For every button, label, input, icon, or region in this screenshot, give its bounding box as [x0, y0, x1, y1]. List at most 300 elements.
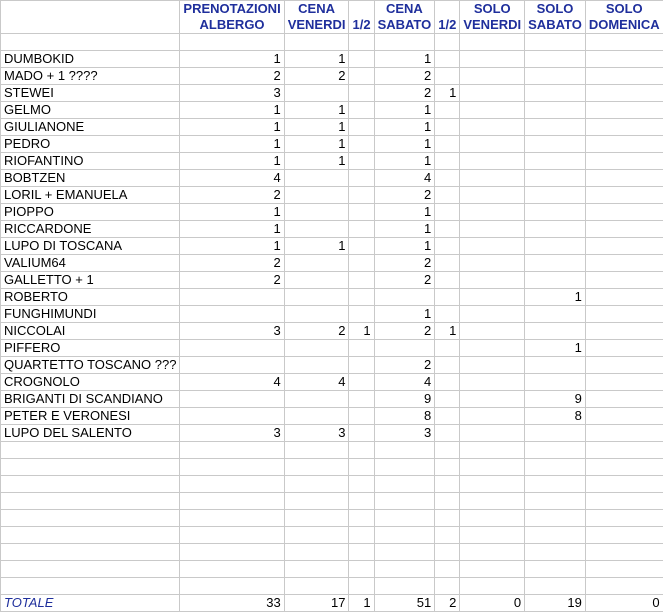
cena-sabato-cell[interactable] — [374, 34, 435, 51]
cena-venerdi-cell[interactable] — [284, 561, 349, 578]
solo-sabato-cell[interactable] — [525, 153, 586, 170]
half-venerdi-cell[interactable] — [349, 425, 374, 442]
cena-venerdi-cell[interactable]: 4 — [284, 374, 349, 391]
half-venerdi-cell[interactable] — [349, 527, 374, 544]
solo-sabato-cell[interactable] — [525, 119, 586, 136]
name-cell[interactable]: BRIGANTI DI SCANDIANO — [1, 391, 180, 408]
half-sabato-cell[interactable] — [435, 136, 460, 153]
name-cell[interactable]: QUARTETTO TOSCANO ??? — [1, 357, 180, 374]
half-sabato-cell[interactable] — [435, 272, 460, 289]
solo-sabato-cell[interactable]: 9 — [525, 391, 586, 408]
solo-venerdi-cell[interactable] — [460, 408, 525, 425]
cena-sabato-cell[interactable] — [374, 544, 435, 561]
solo-sabato-cell[interactable] — [525, 68, 586, 85]
solo-sabato-cell[interactable]: 1 — [525, 340, 586, 357]
cena-sabato-cell[interactable] — [374, 561, 435, 578]
name-cell[interactable] — [1, 476, 180, 493]
half-venerdi-cell[interactable] — [349, 391, 374, 408]
header-cell[interactable]: CENA — [374, 1, 435, 18]
albergo-cell[interactable] — [180, 459, 284, 476]
cena-sabato-cell[interactable]: 2 — [374, 255, 435, 272]
albergo-cell[interactable]: 2 — [180, 187, 284, 204]
cena-sabato-cell[interactable] — [374, 527, 435, 544]
header-cell[interactable] — [1, 17, 180, 34]
cena-sabato-cell[interactable]: 2 — [374, 187, 435, 204]
cena-venerdi-cell[interactable] — [284, 221, 349, 238]
albergo-cell[interactable]: 3 — [180, 85, 284, 102]
cena-venerdi-cell[interactable]: 1 — [284, 153, 349, 170]
solo-domenica-cell[interactable] — [585, 510, 663, 527]
half-sabato-cell[interactable] — [435, 510, 460, 527]
cena-venerdi-cell[interactable] — [284, 476, 349, 493]
cena-sabato-cell[interactable]: 1 — [374, 102, 435, 119]
half-venerdi-cell[interactable] — [349, 170, 374, 187]
cena-sabato-cell[interactable]: 1 — [374, 221, 435, 238]
solo-sabato-cell[interactable] — [525, 459, 586, 476]
cena-sabato-cell[interactable] — [374, 459, 435, 476]
name-cell[interactable]: CROGNOLO — [1, 374, 180, 391]
solo-sabato-cell[interactable] — [525, 510, 586, 527]
cena-venerdi-cell[interactable] — [284, 493, 349, 510]
half-sabato-cell[interactable] — [435, 221, 460, 238]
solo-domenica-cell[interactable] — [585, 187, 663, 204]
albergo-cell[interactable] — [180, 578, 284, 595]
cena-venerdi-cell[interactable] — [284, 459, 349, 476]
cena-venerdi-cell[interactable] — [284, 578, 349, 595]
half-sabato-cell[interactable] — [435, 459, 460, 476]
solo-domenica-cell[interactable] — [585, 68, 663, 85]
solo-venerdi-cell[interactable] — [460, 323, 525, 340]
cena-venerdi-cell[interactable] — [284, 408, 349, 425]
name-cell[interactable]: LUPO DEL SALENTO — [1, 425, 180, 442]
half-venerdi-cell[interactable] — [349, 51, 374, 68]
cena-sabato-cell[interactable]: 2 — [374, 85, 435, 102]
cena-venerdi-cell[interactable] — [284, 187, 349, 204]
albergo-cell[interactable] — [180, 289, 284, 306]
cena-sabato-cell[interactable]: 1 — [374, 153, 435, 170]
solo-sabato-cell[interactable]: 19 — [525, 595, 586, 612]
name-cell[interactable]: MADO + 1 ???? — [1, 68, 180, 85]
header-cell[interactable]: SOLO — [585, 1, 663, 18]
solo-sabato-cell[interactable] — [525, 544, 586, 561]
solo-venerdi-cell[interactable] — [460, 119, 525, 136]
header-cell[interactable]: VENERDI — [460, 17, 525, 34]
name-cell[interactable] — [1, 442, 180, 459]
solo-venerdi-cell[interactable] — [460, 374, 525, 391]
header-cell[interactable]: ALBERGO — [180, 17, 284, 34]
name-cell[interactable] — [1, 510, 180, 527]
half-sabato-cell[interactable] — [435, 374, 460, 391]
solo-venerdi-cell[interactable] — [460, 493, 525, 510]
cena-venerdi-cell[interactable]: 2 — [284, 68, 349, 85]
cena-venerdi-cell[interactable] — [284, 442, 349, 459]
solo-domenica-cell[interactable] — [585, 561, 663, 578]
solo-venerdi-cell[interactable] — [460, 221, 525, 238]
name-cell[interactable]: GIULIANONE — [1, 119, 180, 136]
cena-venerdi-cell[interactable]: 1 — [284, 51, 349, 68]
solo-domenica-cell[interactable] — [585, 204, 663, 221]
cena-venerdi-cell[interactable]: 1 — [284, 119, 349, 136]
header-cell[interactable]: SABATO — [525, 17, 586, 34]
half-venerdi-cell[interactable] — [349, 255, 374, 272]
name-cell[interactable]: PEDRO — [1, 136, 180, 153]
solo-venerdi-cell[interactable] — [460, 425, 525, 442]
albergo-cell[interactable] — [180, 408, 284, 425]
half-sabato-cell[interactable] — [435, 153, 460, 170]
solo-sabato-cell[interactable] — [525, 578, 586, 595]
cena-venerdi-cell[interactable] — [284, 306, 349, 323]
half-sabato-cell[interactable] — [435, 102, 460, 119]
name-cell[interactable]: GALLETTO + 1 — [1, 272, 180, 289]
name-cell[interactable] — [1, 493, 180, 510]
solo-sabato-cell[interactable] — [525, 204, 586, 221]
half-venerdi-cell[interactable] — [349, 272, 374, 289]
half-sabato-cell[interactable] — [435, 544, 460, 561]
albergo-cell[interactable]: 4 — [180, 170, 284, 187]
cena-venerdi-cell[interactable]: 1 — [284, 102, 349, 119]
half-venerdi-cell[interactable] — [349, 119, 374, 136]
half-venerdi-cell[interactable] — [349, 442, 374, 459]
solo-venerdi-cell[interactable] — [460, 544, 525, 561]
cena-sabato-cell[interactable]: 3 — [374, 425, 435, 442]
solo-venerdi-cell[interactable] — [460, 357, 525, 374]
cena-sabato-cell[interactable]: 1 — [374, 238, 435, 255]
solo-domenica-cell[interactable] — [585, 136, 663, 153]
solo-sabato-cell[interactable] — [525, 357, 586, 374]
cena-sabato-cell[interactable] — [374, 476, 435, 493]
half-sabato-cell[interactable] — [435, 68, 460, 85]
solo-sabato-cell[interactable] — [525, 272, 586, 289]
solo-domenica-cell[interactable] — [585, 255, 663, 272]
solo-sabato-cell[interactable] — [525, 442, 586, 459]
solo-domenica-cell[interactable] — [585, 85, 663, 102]
half-venerdi-cell[interactable] — [349, 289, 374, 306]
header-cell[interactable]: PRENOTAZIONI — [180, 1, 284, 18]
name-cell[interactable]: GELMO — [1, 102, 180, 119]
albergo-cell[interactable] — [180, 442, 284, 459]
albergo-cell[interactable]: 1 — [180, 102, 284, 119]
solo-venerdi-cell[interactable] — [460, 391, 525, 408]
cena-sabato-cell[interactable] — [374, 578, 435, 595]
name-cell[interactable]: DUMBOKID — [1, 51, 180, 68]
half-venerdi-cell[interactable] — [349, 459, 374, 476]
half-sabato-cell[interactable] — [435, 476, 460, 493]
albergo-cell[interactable]: 3 — [180, 323, 284, 340]
name-cell[interactable] — [1, 544, 180, 561]
half-sabato-cell[interactable] — [435, 340, 460, 357]
cena-sabato-cell[interactable]: 4 — [374, 170, 435, 187]
name-cell[interactable]: TOTALE — [1, 595, 180, 612]
solo-venerdi-cell[interactable] — [460, 238, 525, 255]
cena-venerdi-cell[interactable]: 1 — [284, 238, 349, 255]
half-venerdi-cell[interactable] — [349, 85, 374, 102]
albergo-cell[interactable] — [180, 493, 284, 510]
albergo-cell[interactable] — [180, 340, 284, 357]
half-venerdi-cell[interactable] — [349, 510, 374, 527]
cena-sabato-cell[interactable]: 1 — [374, 136, 435, 153]
solo-venerdi-cell[interactable] — [460, 34, 525, 51]
solo-domenica-cell[interactable] — [585, 527, 663, 544]
half-sabato-cell[interactable] — [435, 408, 460, 425]
half-venerdi-cell[interactable] — [349, 306, 374, 323]
half-sabato-cell[interactable] — [435, 391, 460, 408]
solo-venerdi-cell[interactable] — [460, 561, 525, 578]
cena-sabato-cell[interactable]: 2 — [374, 323, 435, 340]
name-cell[interactable]: LUPO DI TOSCANA — [1, 238, 180, 255]
solo-sabato-cell[interactable]: 1 — [525, 289, 586, 306]
half-venerdi-cell[interactable] — [349, 221, 374, 238]
solo-sabato-cell[interactable] — [525, 102, 586, 119]
solo-domenica-cell[interactable] — [585, 578, 663, 595]
half-venerdi-cell[interactable] — [349, 238, 374, 255]
half-sabato-cell[interactable] — [435, 527, 460, 544]
name-cell[interactable] — [1, 34, 180, 51]
name-cell[interactable] — [1, 561, 180, 578]
solo-sabato-cell[interactable] — [525, 85, 586, 102]
header-cell[interactable]: CENA — [284, 1, 349, 18]
name-cell[interactable]: LORIL + EMANUELA — [1, 187, 180, 204]
albergo-cell[interactable]: 4 — [180, 374, 284, 391]
solo-sabato-cell[interactable] — [525, 34, 586, 51]
solo-venerdi-cell[interactable] — [460, 170, 525, 187]
solo-venerdi-cell[interactable] — [460, 136, 525, 153]
cena-venerdi-cell[interactable] — [284, 255, 349, 272]
half-venerdi-cell[interactable] — [349, 561, 374, 578]
half-venerdi-cell[interactable]: 1 — [349, 323, 374, 340]
half-sabato-cell[interactable] — [435, 34, 460, 51]
solo-venerdi-cell[interactable] — [460, 340, 525, 357]
cena-venerdi-cell[interactable]: 2 — [284, 323, 349, 340]
solo-venerdi-cell[interactable] — [460, 306, 525, 323]
cena-venerdi-cell[interactable] — [284, 204, 349, 221]
albergo-cell[interactable] — [180, 561, 284, 578]
cena-sabato-cell[interactable]: 51 — [374, 595, 435, 612]
albergo-cell[interactable]: 1 — [180, 51, 284, 68]
cena-sabato-cell[interactable]: 1 — [374, 306, 435, 323]
solo-sabato-cell[interactable] — [525, 374, 586, 391]
cena-sabato-cell[interactable]: 1 — [374, 204, 435, 221]
solo-sabato-cell[interactable] — [525, 221, 586, 238]
albergo-cell[interactable]: 1 — [180, 221, 284, 238]
solo-sabato-cell[interactable]: 8 — [525, 408, 586, 425]
cena-sabato-cell[interactable] — [374, 442, 435, 459]
albergo-cell[interactable]: 33 — [180, 595, 284, 612]
half-sabato-cell[interactable]: 1 — [435, 323, 460, 340]
cena-sabato-cell[interactable] — [374, 510, 435, 527]
cena-sabato-cell[interactable]: 4 — [374, 374, 435, 391]
half-venerdi-cell[interactable] — [349, 204, 374, 221]
cena-sabato-cell[interactable] — [374, 340, 435, 357]
solo-domenica-cell[interactable] — [585, 493, 663, 510]
solo-domenica-cell[interactable] — [585, 221, 663, 238]
name-cell[interactable]: PIOPPO — [1, 204, 180, 221]
albergo-cell[interactable]: 1 — [180, 119, 284, 136]
solo-domenica-cell[interactable]: 0 — [585, 595, 663, 612]
albergo-cell[interactable]: 1 — [180, 204, 284, 221]
half-sabato-cell[interactable] — [435, 493, 460, 510]
solo-domenica-cell[interactable] — [585, 238, 663, 255]
solo-sabato-cell[interactable] — [525, 187, 586, 204]
albergo-cell[interactable]: 1 — [180, 153, 284, 170]
half-sabato-cell[interactable] — [435, 425, 460, 442]
name-cell[interactable] — [1, 459, 180, 476]
solo-venerdi-cell[interactable]: 0 — [460, 595, 525, 612]
solo-venerdi-cell[interactable] — [460, 578, 525, 595]
albergo-cell[interactable]: 1 — [180, 238, 284, 255]
half-sabato-cell[interactable] — [435, 442, 460, 459]
albergo-cell[interactable] — [180, 544, 284, 561]
solo-domenica-cell[interactable] — [585, 170, 663, 187]
half-sabato-cell[interactable]: 1 — [435, 85, 460, 102]
half-venerdi-cell[interactable] — [349, 68, 374, 85]
solo-venerdi-cell[interactable] — [460, 289, 525, 306]
name-cell[interactable]: ROBERTO — [1, 289, 180, 306]
solo-sabato-cell[interactable] — [525, 255, 586, 272]
cena-venerdi-cell[interactable] — [284, 289, 349, 306]
header-cell[interactable]: DOMENICA — [585, 17, 663, 34]
half-sabato-cell[interactable] — [435, 289, 460, 306]
albergo-cell[interactable] — [180, 476, 284, 493]
half-venerdi-cell[interactable] — [349, 374, 374, 391]
half-venerdi-cell[interactable] — [349, 493, 374, 510]
half-sabato-cell[interactable] — [435, 306, 460, 323]
half-venerdi-cell[interactable] — [349, 102, 374, 119]
half-venerdi-cell[interactable] — [349, 187, 374, 204]
name-cell[interactable]: BOBTZEN — [1, 170, 180, 187]
solo-domenica-cell[interactable] — [585, 459, 663, 476]
name-cell[interactable]: RICCARDONE — [1, 221, 180, 238]
solo-sabato-cell[interactable] — [525, 493, 586, 510]
solo-domenica-cell[interactable] — [585, 102, 663, 119]
cena-venerdi-cell[interactable] — [284, 340, 349, 357]
half-venerdi-cell[interactable] — [349, 357, 374, 374]
solo-domenica-cell[interactable] — [585, 374, 663, 391]
solo-domenica-cell[interactable] — [585, 153, 663, 170]
albergo-cell[interactable]: 2 — [180, 255, 284, 272]
cena-sabato-cell[interactable]: 9 — [374, 391, 435, 408]
solo-domenica-cell[interactable] — [585, 289, 663, 306]
solo-sabato-cell[interactable] — [525, 238, 586, 255]
half-venerdi-cell[interactable] — [349, 340, 374, 357]
header-cell[interactable]: 1/2 — [349, 17, 374, 34]
cena-venerdi-cell[interactable] — [284, 510, 349, 527]
half-sabato-cell[interactable] — [435, 170, 460, 187]
cena-sabato-cell[interactable]: 1 — [374, 51, 435, 68]
cena-venerdi-cell[interactable] — [284, 527, 349, 544]
name-cell[interactable]: NICCOLAI — [1, 323, 180, 340]
header-cell[interactable]: SOLO — [460, 1, 525, 18]
half-venerdi-cell[interactable] — [349, 34, 374, 51]
half-venerdi-cell[interactable] — [349, 136, 374, 153]
half-venerdi-cell[interactable] — [349, 408, 374, 425]
header-cell[interactable] — [1, 1, 180, 18]
albergo-cell[interactable]: 3 — [180, 425, 284, 442]
half-sabato-cell[interactable] — [435, 51, 460, 68]
name-cell[interactable]: PETER E VERONESI — [1, 408, 180, 425]
solo-venerdi-cell[interactable] — [460, 153, 525, 170]
cena-venerdi-cell[interactable] — [284, 34, 349, 51]
half-sabato-cell[interactable]: 2 — [435, 595, 460, 612]
solo-domenica-cell[interactable] — [585, 340, 663, 357]
cena-venerdi-cell[interactable] — [284, 170, 349, 187]
header-cell[interactable]: VENERDI — [284, 17, 349, 34]
half-venerdi-cell[interactable] — [349, 544, 374, 561]
solo-domenica-cell[interactable] — [585, 323, 663, 340]
cena-sabato-cell[interactable] — [374, 289, 435, 306]
solo-venerdi-cell[interactable] — [460, 272, 525, 289]
albergo-cell[interactable] — [180, 306, 284, 323]
half-sabato-cell[interactable] — [435, 255, 460, 272]
solo-domenica-cell[interactable] — [585, 442, 663, 459]
solo-venerdi-cell[interactable] — [460, 510, 525, 527]
half-venerdi-cell[interactable] — [349, 153, 374, 170]
solo-sabato-cell[interactable] — [525, 306, 586, 323]
header-cell[interactable]: SOLO — [525, 1, 586, 18]
solo-venerdi-cell[interactable] — [460, 85, 525, 102]
half-sabato-cell[interactable] — [435, 204, 460, 221]
cena-venerdi-cell[interactable]: 3 — [284, 425, 349, 442]
solo-sabato-cell[interactable] — [525, 136, 586, 153]
solo-sabato-cell[interactable] — [525, 425, 586, 442]
solo-domenica-cell[interactable] — [585, 544, 663, 561]
solo-domenica-cell[interactable] — [585, 391, 663, 408]
half-venerdi-cell[interactable] — [349, 476, 374, 493]
albergo-cell[interactable] — [180, 510, 284, 527]
solo-domenica-cell[interactable] — [585, 51, 663, 68]
solo-venerdi-cell[interactable] — [460, 527, 525, 544]
half-sabato-cell[interactable] — [435, 187, 460, 204]
half-sabato-cell[interactable] — [435, 119, 460, 136]
name-cell[interactable] — [1, 578, 180, 595]
half-sabato-cell[interactable] — [435, 578, 460, 595]
solo-domenica-cell[interactable] — [585, 408, 663, 425]
solo-sabato-cell[interactable] — [525, 527, 586, 544]
cena-sabato-cell[interactable]: 1 — [374, 119, 435, 136]
half-sabato-cell[interactable] — [435, 238, 460, 255]
albergo-cell[interactable] — [180, 34, 284, 51]
name-cell[interactable]: STEWEI — [1, 85, 180, 102]
name-cell[interactable]: RIOFANTINO — [1, 153, 180, 170]
cena-sabato-cell[interactable]: 2 — [374, 272, 435, 289]
cena-sabato-cell[interactable] — [374, 493, 435, 510]
solo-domenica-cell[interactable] — [585, 357, 663, 374]
solo-venerdi-cell[interactable] — [460, 187, 525, 204]
cena-venerdi-cell[interactable] — [284, 272, 349, 289]
cena-venerdi-cell[interactable] — [284, 85, 349, 102]
albergo-cell[interactable]: 2 — [180, 272, 284, 289]
albergo-cell[interactable] — [180, 357, 284, 374]
half-sabato-cell[interactable] — [435, 561, 460, 578]
solo-venerdi-cell[interactable] — [460, 51, 525, 68]
cena-venerdi-cell[interactable]: 1 — [284, 136, 349, 153]
half-venerdi-cell[interactable]: 1 — [349, 595, 374, 612]
albergo-cell[interactable] — [180, 391, 284, 408]
cena-venerdi-cell[interactable] — [284, 357, 349, 374]
cena-venerdi-cell[interactable] — [284, 391, 349, 408]
name-cell[interactable] — [1, 527, 180, 544]
solo-venerdi-cell[interactable] — [460, 442, 525, 459]
solo-sabato-cell[interactable] — [525, 51, 586, 68]
solo-venerdi-cell[interactable] — [460, 102, 525, 119]
solo-venerdi-cell[interactable] — [460, 204, 525, 221]
solo-venerdi-cell[interactable] — [460, 255, 525, 272]
header-cell[interactable] — [435, 1, 460, 18]
name-cell[interactable]: VALIUM64 — [1, 255, 180, 272]
solo-domenica-cell[interactable] — [585, 119, 663, 136]
solo-venerdi-cell[interactable] — [460, 68, 525, 85]
albergo-cell[interactable] — [180, 527, 284, 544]
solo-domenica-cell[interactable] — [585, 476, 663, 493]
